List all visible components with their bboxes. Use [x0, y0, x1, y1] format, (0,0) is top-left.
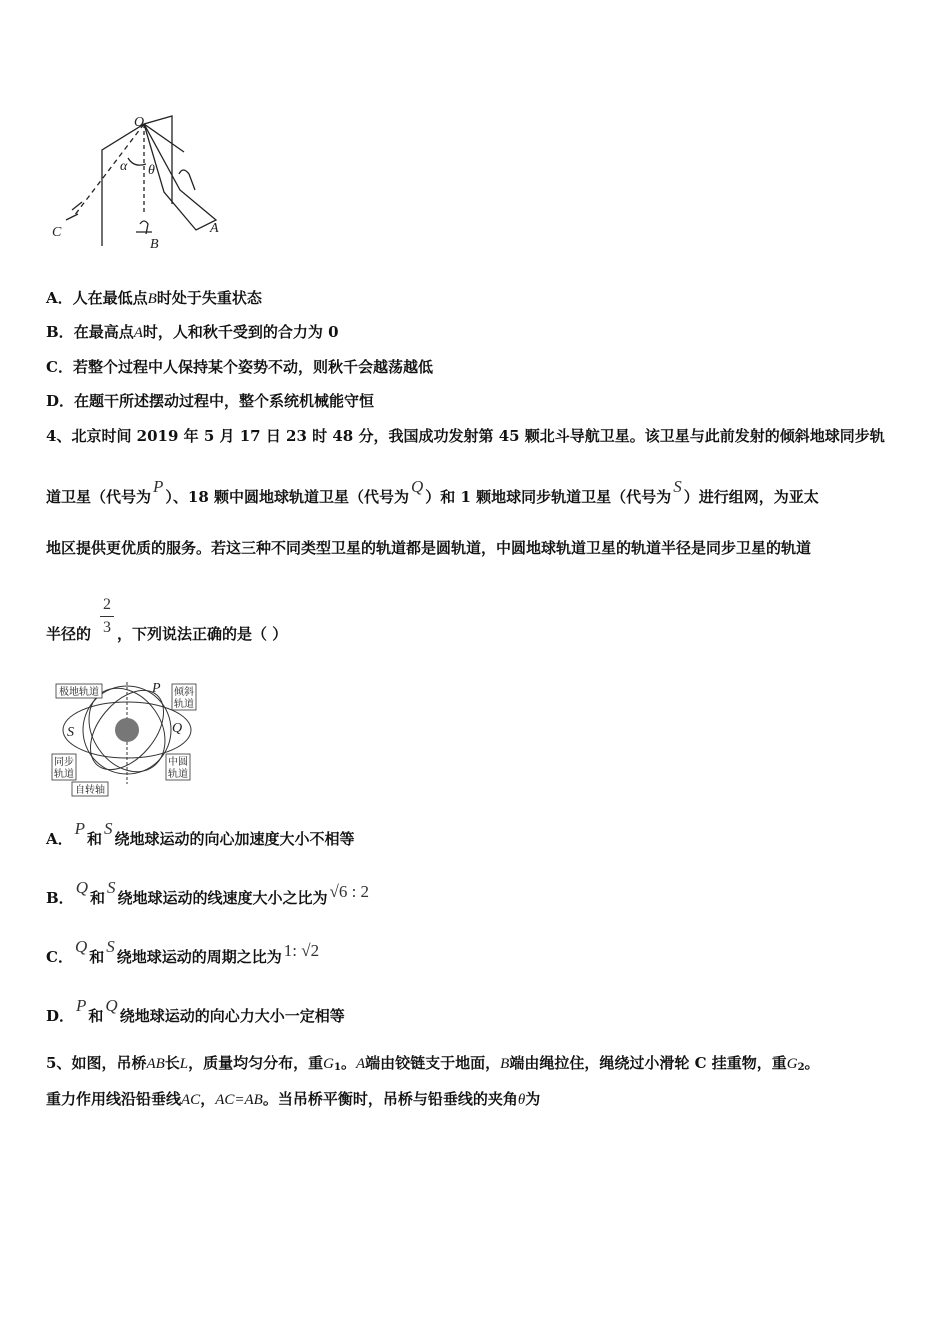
- label-polar-orbit: 极地轨道: [59, 687, 99, 698]
- label-theta: θ: [148, 163, 155, 178]
- q4-option-a[interactable]: A．P和S绕地球运动的向心加速度大小不相等: [46, 819, 355, 848]
- q4-line-1: 4、北京时间 2019 年 5 月 17 日 23 时 48 分，我国成功发射第 45 颗北斗导航卫星。该卫星与此前发射的倾斜地球同步轨: [46, 427, 885, 445]
- label-sync-1: 同步: [54, 757, 74, 768]
- q5-line-2: 重力作用线沿铅垂线AC，AC=AB。当吊桥平衡时，吊桥与铅垂线的夹角θ为: [46, 1090, 541, 1108]
- label-C: C: [52, 225, 62, 240]
- label-mid-2: 轨道: [168, 769, 188, 780]
- label-mid-1: 中圆: [168, 757, 188, 768]
- q4-option-d[interactable]: D．P和Q绕地球运动的向心力大小一定相等: [46, 996, 345, 1025]
- fraction-two-thirds: 2 3: [100, 596, 114, 637]
- q3-option-a[interactable]: A．人在最低点B时处于失重状态: [46, 289, 262, 307]
- label-P: P: [152, 681, 161, 696]
- q3-option-d[interactable]: D．在题干所述摆动过程中，整个系统机械能守恒: [46, 392, 375, 410]
- q4-line-3: 地区提供更优质的服务。若这三种不同类型卫星的轨道都是圆轨道，中圆地球轨道卫星的轨道半径是同步卫星的轨道: [46, 539, 812, 557]
- label-axis: 自转轴: [75, 785, 105, 796]
- q4-line-2: 道卫星（代号为P）、18 颗中圆地球轨道卫星（代号为Q）和 1 颗地球同步轨道卫星（代号为S）进行组网，为亚太: [46, 477, 819, 506]
- q3-option-c[interactable]: C．若整个过程中人保持某个姿势不动，则秋千会越荡越低: [46, 358, 433, 376]
- earth-icon: [115, 718, 139, 742]
- label-B: B: [150, 237, 159, 252]
- label-O: O: [134, 115, 145, 130]
- q4-option-b[interactable]: B．Q和S绕地球运动的线速度大小之比为 √6 : 2: [46, 878, 370, 907]
- q4-option-c[interactable]: C．Q和S绕地球运动的周期之比为 1: √2: [46, 937, 320, 966]
- swing-figure: [44, 112, 234, 254]
- label-inclined-1: 倾斜: [174, 687, 194, 698]
- label-A: A: [210, 221, 219, 236]
- q5-line-1: 5、如图，吊桥AB长L，质量均匀分布，重$G_1$。A端由铰链支于地面，B端由绳拉住，绳绕过小滑轮 C 挂重物，重$G_2$。: [46, 1054, 820, 1073]
- orbit-figure: [50, 680, 200, 798]
- q3-option-b[interactable]: B．在最高点A时，人和秋千受到的合力为 0: [46, 323, 339, 341]
- label-sync-2: 轨道: [54, 769, 74, 780]
- label-Q: Q: [172, 721, 183, 736]
- label-inclined-2: 轨道: [174, 699, 194, 710]
- q4-line-4: 半径的 ，下列说法正确的是（ ）: [46, 625, 288, 643]
- label-alpha: α: [120, 159, 128, 174]
- label-S: S: [67, 725, 74, 740]
